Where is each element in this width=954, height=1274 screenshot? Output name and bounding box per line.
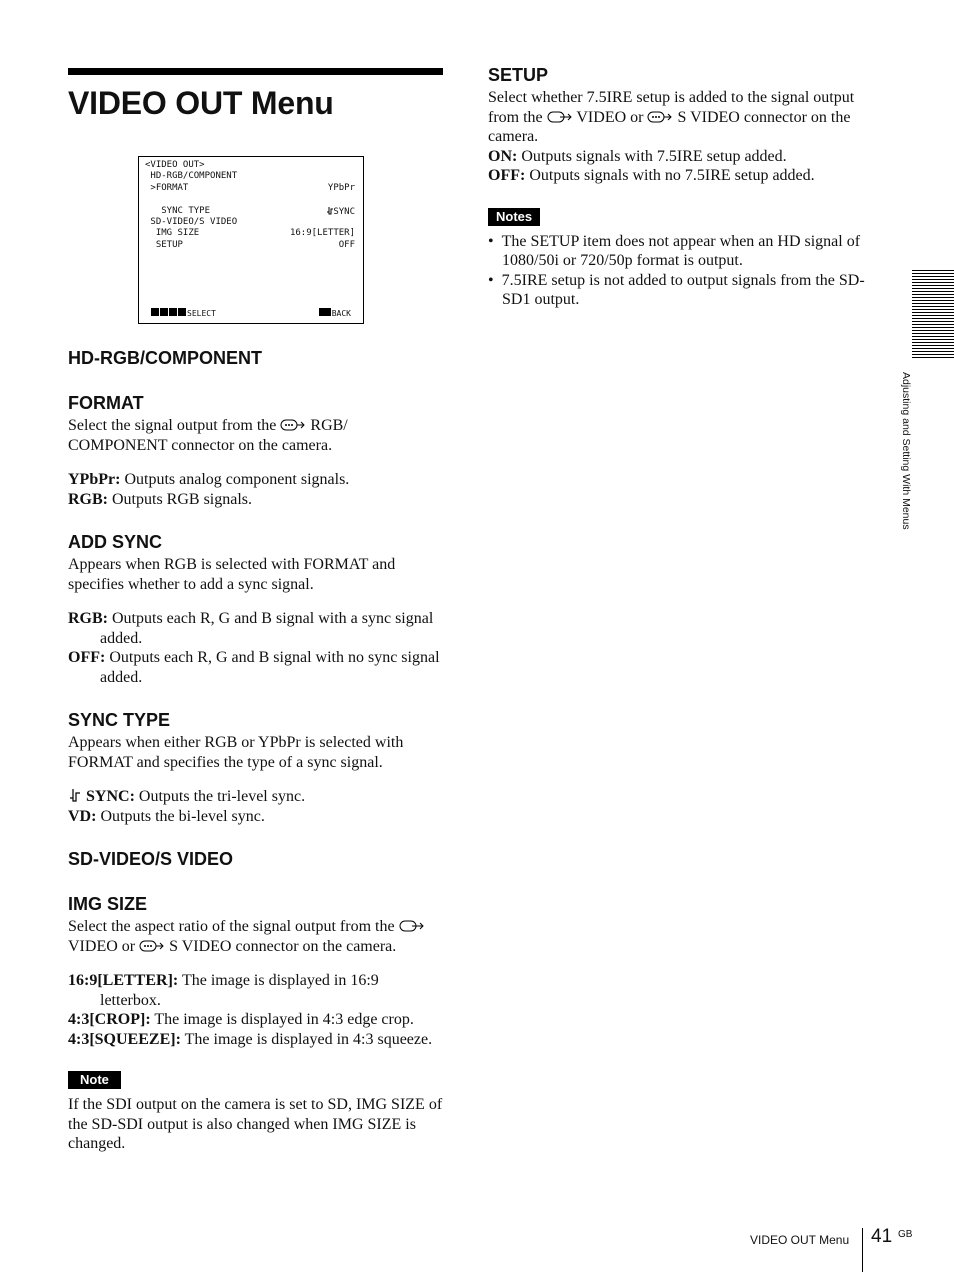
note-text: If the SDI output on the camera is set to SD, IMG SIZE of the SD-SDI output is also changed when IMG SIZE is changed.: [68, 1096, 443, 1152]
sync-type-option-sync: SYNC: Outputs the tri-level sync.: [68, 787, 443, 807]
img-size-description: Select the aspect ratio of the signal output from the VIDEO or S VIDEO connector on the camera.: [68, 917, 443, 956]
notes-item: • The SETUP item does not appear when an HD signal of 1080/50i or 720/50p format is output.: [488, 232, 861, 269]
setup-description: Select whether 7.5IRE setup is added to the signal output from the VIDEO or S VIDEO connector on the camera.: [488, 89, 855, 145]
tri-level-sync-icon: [68, 787, 82, 803]
osd-line: HD-RGB/COMPONENT: [145, 171, 238, 182]
component-out-icon: [280, 418, 306, 432]
setup-option-off: OFF: Outputs signals with no 7.5IRE setup added.: [488, 167, 815, 184]
page-suffix: GB: [898, 1229, 913, 1240]
arrow-keys-icon: [151, 308, 187, 319]
page-title: VIDEO OUT Menu: [68, 85, 334, 121]
side-section-label: Adjusting and Setting With Menus: [900, 372, 912, 530]
img-size-option-letter: 16:9[LETTER]: The image is displayed in 16:9 letterbox.: [68, 972, 379, 1009]
add-sync-option-off: OFF: Outputs each R, G and B signal with no sync signal added.: [68, 649, 440, 686]
format-description: Select the signal output from the RGB/ COMPONENT connector on the camera.: [68, 417, 348, 454]
format-option-rgb: RGB: Outputs RGB signals.: [68, 490, 253, 508]
note-badge: Note: [68, 1071, 121, 1089]
img-size-heading: IMG SIZE: [68, 894, 148, 914]
note-block: [68, 1071, 443, 1154]
back-key-icon: [319, 308, 332, 319]
add-sync-option-rgb: RGB: Outputs each R, G and B signal with a sync signal added.: [68, 610, 434, 647]
footer-divider: [862, 1228, 863, 1272]
title-rule: [68, 68, 443, 75]
osd-select-hint: SELECT: [151, 308, 216, 320]
setup-option-on: ON: Outputs signals with 7.5IRE setup added.: [488, 147, 787, 165]
sync-type-option-vd: VD: Outputs the bi-level sync.: [68, 807, 265, 825]
section-tab-marker: [912, 270, 954, 360]
right-column: [488, 64, 868, 310]
sync-type-description: Appears when either RGB or YPbPr is selected with FORMAT and specifies the type of a sync signal.: [68, 734, 404, 771]
format-option-ypbpr: YPbPr: Outputs analog component signals.: [68, 471, 350, 488]
osd-line: SETUP OFF: [145, 239, 355, 250]
video-out-icon: [547, 110, 573, 124]
left-column: [68, 68, 443, 1154]
sync-type-heading: SYNC TYPE: [68, 710, 171, 730]
notes-block: [488, 208, 868, 310]
svideo-out-icon: [647, 110, 673, 124]
osd-line: IMG SIZE 16:9[LETTER]: [145, 228, 355, 239]
video-out-icon: [399, 919, 425, 933]
osd-menu-screen: [138, 156, 364, 324]
img-size-option-squeeze: 4:3[SQUEEZE]: The image is displayed in 4:3 squeeze.: [68, 1030, 433, 1048]
osd-line: <VIDEO OUT>: [145, 160, 205, 170]
img-size-option-crop: 4:3[CROP]: The image is displayed in 4:3 edge crop.: [68, 1011, 414, 1028]
osd-line: >FORMAT YPbPr: [145, 182, 355, 193]
osd-line: SYNC TYPE SYNC: [145, 205, 355, 217]
page-number: 41: [871, 1226, 893, 1247]
notes-item: • 7.5IRE setup is not added to output signals from the SD-SD1 output.: [488, 271, 865, 308]
sd-video-heading: SD-VIDEO/S VIDEO: [68, 849, 234, 869]
format-heading: FORMAT: [68, 393, 144, 413]
osd-back-hint: BACK: [319, 308, 351, 320]
hd-rgb-component-heading: HD-RGB/COMPONENT: [68, 348, 262, 368]
add-sync-description: Appears when RGB is selected with FORMAT and specifies whether to add a sync signal.: [68, 556, 396, 593]
notes-badge: Notes: [488, 208, 540, 226]
add-sync-heading: ADD SYNC: [68, 532, 163, 552]
setup-heading: SETUP: [488, 65, 549, 85]
svideo-out-icon: [139, 939, 165, 953]
footer-section-label: VIDEO OUT Menu: [750, 1233, 850, 1247]
osd-line: SD-VIDEO/S VIDEO: [145, 217, 238, 227]
